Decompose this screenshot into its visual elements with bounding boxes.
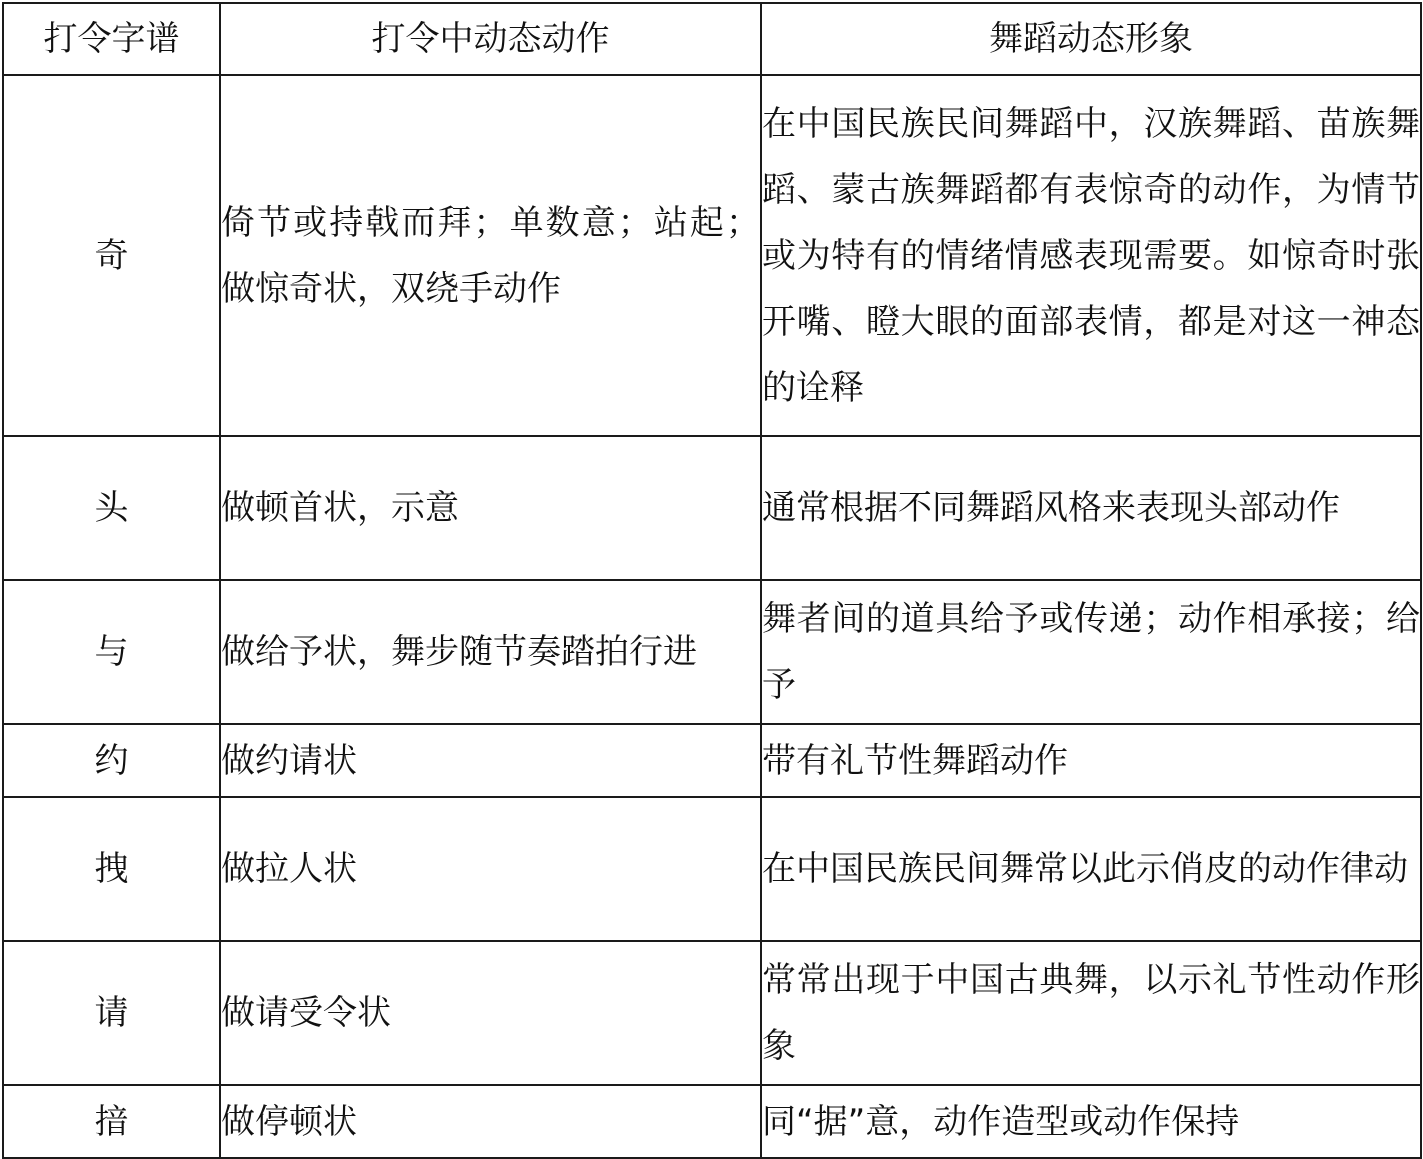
action-cell: 做约请状	[220, 724, 761, 797]
action-cell: 倚节或持戟而拜；单数意；站起；做惊奇状，双绕手动作	[220, 75, 761, 436]
image-cell: 舞者间的道具给予或传递；动作相承接；给予	[761, 580, 1421, 724]
image-cell: 常常出现于中国古典舞，以示礼节性动作形象	[761, 941, 1421, 1085]
table-row	[3, 797, 1421, 941]
notation-char-cell: 请	[3, 941, 220, 1085]
image-cell: 在中国民族民间舞常以此示俏皮的动作律动	[761, 797, 1421, 941]
header-dynamic-action: 打令中动态动作	[220, 3, 761, 75]
table-row	[3, 941, 1421, 1085]
table-row	[3, 1085, 1421, 1158]
image-cell: 带有礼节性舞蹈动作	[761, 724, 1421, 797]
image-cell: 通常根据不同舞蹈风格来表现头部动作	[761, 436, 1421, 580]
action-cell: 做拉人状	[220, 797, 761, 941]
table-row	[3, 436, 1421, 580]
notation-char-cell: 奇	[3, 75, 220, 436]
table-row	[3, 580, 1421, 724]
header-notation-char: 打令字谱	[3, 3, 220, 75]
notation-char-cell: 拽	[3, 797, 220, 941]
notation-char-cell: 约	[3, 724, 220, 797]
table-row	[3, 724, 1421, 797]
notation-char-cell: 与	[3, 580, 220, 724]
action-cell: 做顿首状，示意	[220, 436, 761, 580]
action-cell: 做给予状，舞步随节奏踏拍行进	[220, 580, 761, 724]
image-cell: 在中国民族民间舞蹈中，汉族舞蹈、苗族舞蹈、蒙古族舞蹈都有表惊奇的动作，为情节或为特有的情绪情感表现需要。如惊奇时张开嘴、瞪大眼的面部表情，都是对这一神态的诠释	[761, 75, 1421, 436]
image-cell: 同“据”意，动作造型或动作保持	[761, 1085, 1421, 1158]
action-cell: 做请受令状	[220, 941, 761, 1085]
header-row	[3, 3, 1421, 75]
table-row	[3, 75, 1421, 436]
dance-notation-table	[2, 2, 1422, 1159]
notation-char-cell: 头	[3, 436, 220, 580]
action-cell: 做停顿状	[220, 1085, 761, 1158]
header-dance-image: 舞蹈动态形象	[761, 3, 1421, 75]
notation-char-cell: 揞	[3, 1085, 220, 1158]
